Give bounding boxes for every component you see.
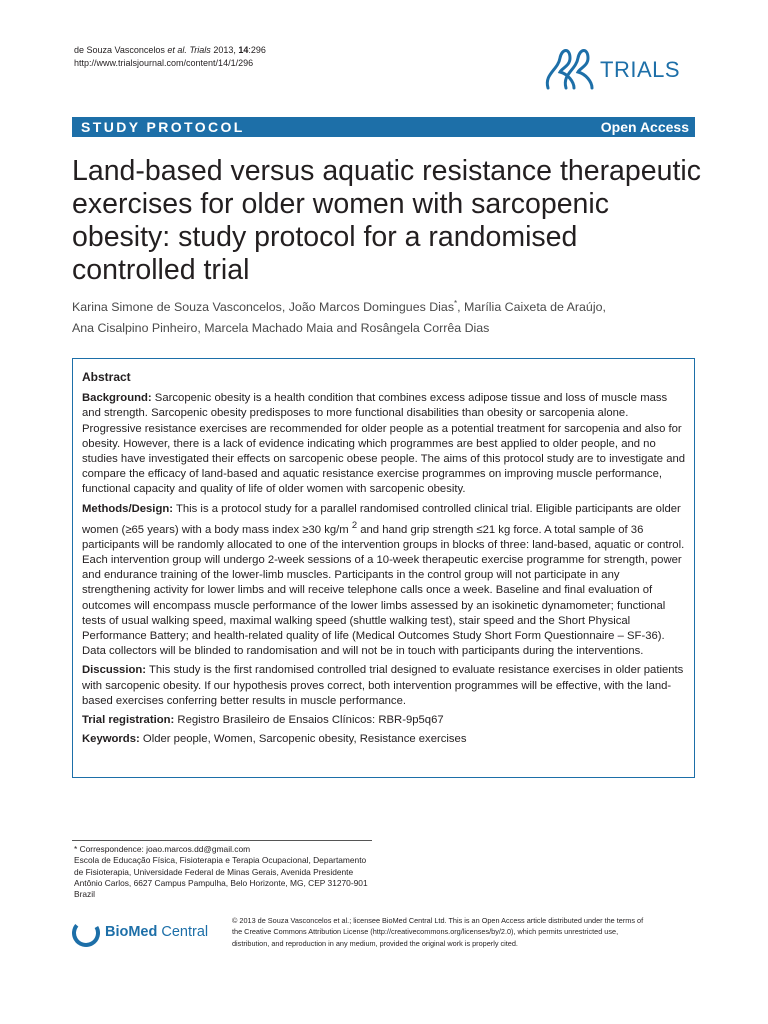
abstract-discussion xyxy=(82,663,688,709)
title-line: Land-based versus aquatic resistance therapeutic xyxy=(72,155,701,187)
background-label: Background: xyxy=(82,392,152,405)
citation-journal: Trials xyxy=(189,45,211,55)
affiliation-line: Brazil xyxy=(74,889,95,900)
authors-text: , Marília Caixeta de Araújo, xyxy=(457,300,606,314)
affiliation-line: de Fisioterapia, Universidade Federal de Minas Gerais, Avenida Presidente xyxy=(74,866,354,877)
methods-text: and hand grip strength ≤21 kg force. A total sample of 36 participants will be randomly allocated to one of the intervention groups in blocks of three: land-based, aquatic or control. Each intervention group will undergo 2-week sessions of a 10-week therapeutic exercise programme for strength, power and endurance training of the lower-limb muscles. Participants in the control group will not participate in any strengthening activity for lower limbs and will receive telephone calls once a week. Baseline and final evaluation of outcomes will encompass muscle performance of the lower limbs assessed by an isokinetic dynamometer; functional tests of usual walking speed, maximal walking speed (shuttle walking test), stair speed and the Short Physical Performance Battery; and health-related quality of life (Medical Outcomes Study Short Form Questionnaire – SF-36). Data collectors will be blinded to randomisation and will not be in touch with participants during the interventions. xyxy=(82,523,685,658)
affiliation-line: Escola de Educação Física, Fisioterapia e Terapia Ocupacional, Departamento xyxy=(74,855,367,866)
title-line: exercises for older women with sarcopenic xyxy=(72,188,609,220)
abstract-registration xyxy=(82,713,688,728)
citation-article: :296 xyxy=(248,45,266,55)
article-title xyxy=(72,155,712,287)
article-type-label: STUDY PROTOCOL xyxy=(81,119,245,135)
registration-text: Registro Brasileiro de Ensaios Clínicos: RBR-9p5q67 xyxy=(174,714,444,727)
registration-label: Trial registration: xyxy=(82,714,175,727)
discussion-label: Discussion: xyxy=(82,664,147,677)
affiliation-line: Antônio Carlos, 6627 Campus Pampulha, Belo Horizonte, MG, CEP 31270-901 xyxy=(74,877,368,888)
license-line: the Creative Commons Attribution License (http://creativecommons.org/licenses/by/2.0), which permits unrestricted use, xyxy=(232,927,619,937)
methods-text: This is a protocol study for a parallel randomised controlled clinical trial. Eligible participants are older women (≥65 years) with a body mass index ≥30 kg/m xyxy=(82,502,681,536)
keywords-label: Keywords: xyxy=(82,733,140,746)
citation-url[interactable]: http://www.trialsjournal.com/content/14/1/296 xyxy=(74,58,254,68)
citation-year: 2013, xyxy=(213,45,236,55)
methods-superscript: 2 xyxy=(351,518,358,530)
license-statement xyxy=(232,915,702,949)
background-text: Sarcopenic obesity is a health condition that combines excess adipose tissue and loss of muscle mass and strength. Sarcopenic obesity predisposes to more functional disabilities than obesity or sarcopenia alone. Progressive resistance exercises are recommended for older people as a potential treatment for sarcopenia and also for obesity. However, there is a lack of evidence indicating which programmes are best applied to older people, and no studies have investigated their effects on sarcopenic obese people. The aims of this protocol study are to investigate and compare the efficacy of land-based and aquatic resistance exercise programmes on improving muscle performance, functional capacity and quality of life of older women with sarcopenic obesity. xyxy=(82,392,686,496)
citation-line xyxy=(74,44,266,57)
license-line: distribution, and reproduction in any medium, provided the original work is properly cited. xyxy=(232,938,518,948)
methods-label: Methods/Design: xyxy=(82,502,174,515)
keywords-text: Older people, Women, Sarcopenic obesity, Resistance exercises xyxy=(139,733,467,746)
trials-logo-text: TRIALS xyxy=(600,57,681,82)
title-line: controlled trial xyxy=(72,254,250,286)
license-line: © 2013 de Souza Vasconcelos et al.; licensee BioMed Central Ltd. This is an Open Access article distributed under the terms of xyxy=(232,916,644,925)
bmc-bold: BioMed xyxy=(105,924,158,940)
abstract-keywords xyxy=(82,732,688,747)
corresponding-author-mark[interactable]: * xyxy=(454,298,458,308)
citation-volume: 14 xyxy=(238,45,249,55)
author-line: Ana Cisalpino Pinheiro, Marcela Machado Maia and Rosângela Corrêa Dias xyxy=(72,321,490,335)
title-line: obesity: study protocol for a randomised xyxy=(72,221,578,253)
abstract-methods xyxy=(82,502,688,660)
article-type-banner xyxy=(72,117,695,137)
abstract xyxy=(82,370,688,751)
abstract-background xyxy=(82,391,688,497)
bmc-regular: Central xyxy=(157,924,209,940)
correspondence-footnote xyxy=(74,844,404,900)
author-list xyxy=(72,297,702,339)
citation-header xyxy=(74,44,266,70)
authors-text: Karina Simone de Souza Vasconcelos, João Marcos Domingues Dias xyxy=(72,300,455,314)
discussion-text: This study is the first randomised controlled trial designed to evaluate resistance exercises in older patients with sarcopenic obesity. If our hypothesis proves correct, both intervention programmes will be effective, with the land-based exercises conferring better results in muscle performance. xyxy=(82,664,684,707)
author-line xyxy=(72,297,702,318)
footnote-divider xyxy=(72,840,372,841)
biomed-central-logo-text xyxy=(105,924,208,940)
correspondence-email[interactable]: * Correspondence: joao.marcos.dd@gmail.com xyxy=(74,844,251,854)
open-access-label: Open Access xyxy=(600,119,689,135)
citation-authors: de Souza Vasconcelos xyxy=(74,45,165,55)
citation-etal: et al. xyxy=(167,45,187,55)
abstract-heading: Abstract xyxy=(82,370,131,384)
